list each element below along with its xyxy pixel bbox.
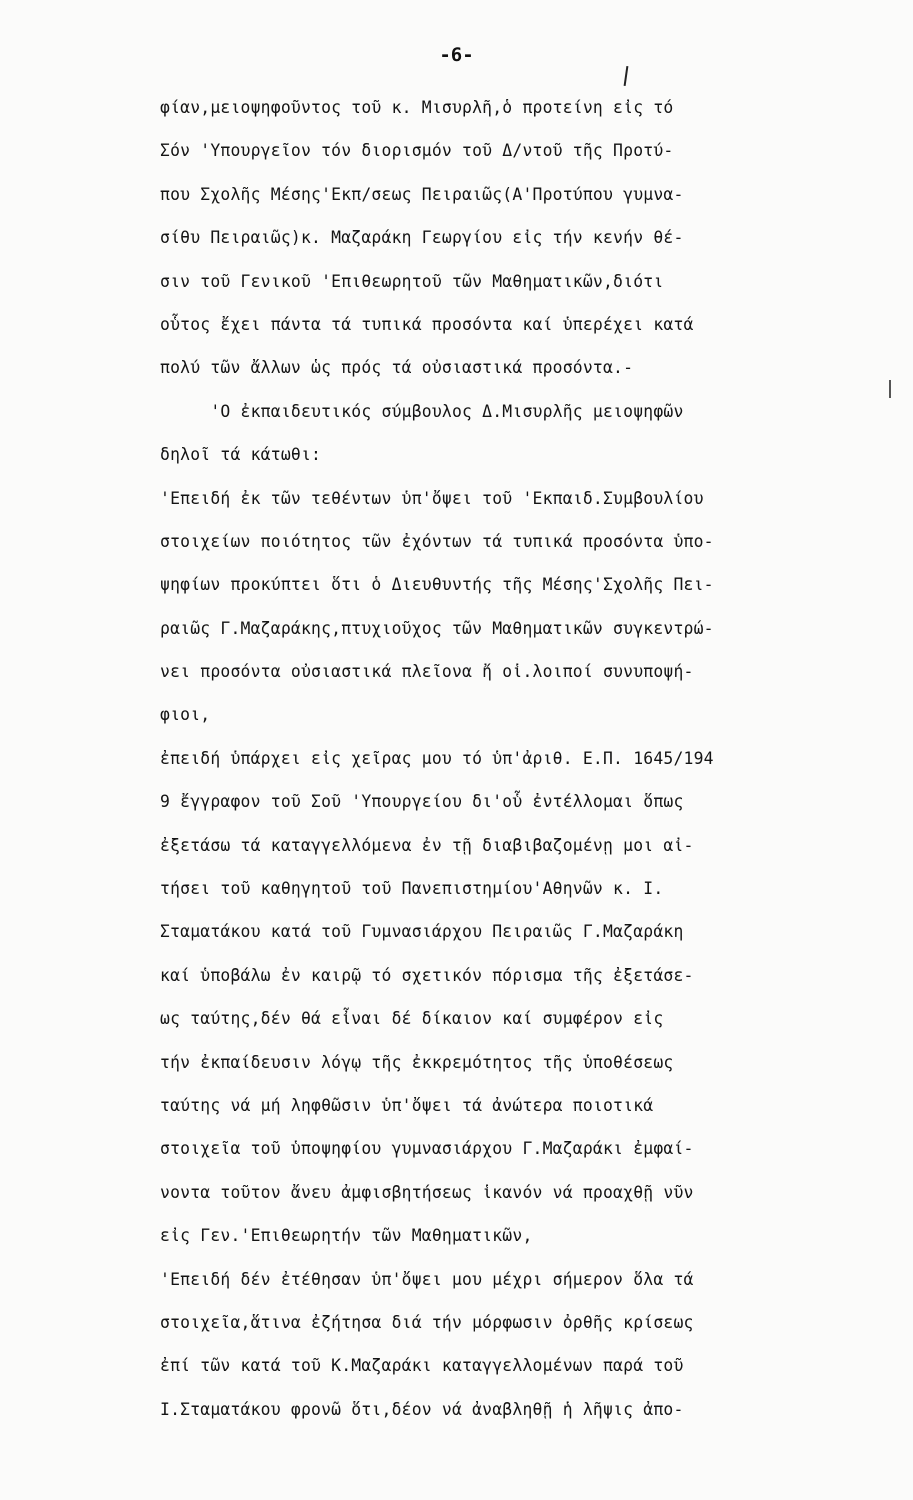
text-line: τήσει τοῦ καθηγητοῦ τοῦ Πανεπιστημίου'Αθηνῶν κ. Ι. bbox=[160, 879, 664, 899]
text-line: 'Επειδή δέν ἐτέθησαν ὑπ'ὄψει μου μέχρι σήμερον ὅλα τά bbox=[160, 1269, 694, 1289]
text-line: ταύτης νά μή ληφθῶσιν ὑπ'ὄψει τά ἀνώτερα ποιοτικά bbox=[160, 1095, 654, 1115]
text-line: καί ὑποβάλω ἐν καιρῷ τό σχετικόν πόρισμα τῆς ἐξετάσε- bbox=[160, 965, 694, 985]
text-line: δηλοῖ τά κάτωθι: bbox=[160, 445, 322, 465]
typewritten-body bbox=[160, 86, 900, 1431]
text-line: σιν τοῦ Γενικοῦ 'Επιθεωρητοῦ τῶν Μαθηματικῶν,διότι bbox=[160, 271, 664, 291]
text-line: σίθυ Πειραιῶς)κ. Μαζαράκη Γεωργίου εἰς τήν κενήν θέ- bbox=[160, 228, 684, 248]
text-line: Ι.Σταματάκου φρονῶ ὅτι,δέον νά ἀναβληθῇ ἡ λῆψις ἀπο- bbox=[160, 1399, 684, 1419]
text-line: ψηφίων προκύπτει ὅτι ὁ Διευθυντής τῆς Μέσης'Σχολῆς Πει- bbox=[160, 575, 714, 595]
text-line: 'Ο ἐκπαιδευτικός σύμβουλος Δ.Μισυρλῆς μειοψηφῶν bbox=[160, 401, 684, 421]
text-line: στοιχεῖα τοῦ ὑποψηφίου γυμνασιάρχου Γ.Μαζαράκι ἐμφαί- bbox=[160, 1139, 694, 1159]
text-line: φίαν,μειοψηφοῦντος τοῦ κ. Μισυρλῆ,ὁ προτείνη εἰς τό bbox=[160, 98, 674, 117]
text-line: φιοι, bbox=[160, 705, 211, 725]
text-line: τήν ἐκπαίδευσιν λόγῳ τῆς ἐκκρεμότητος τῆς ὑποθέσεως bbox=[160, 1052, 674, 1072]
text-line: οὗτος ἔχει πάντα τά τυπικά προσόντα καί ὑπερέχει κατά bbox=[160, 314, 694, 334]
handwritten-mark bbox=[624, 66, 629, 86]
text-line: νοντα τοῦτον ἄνευ ἀμφισβητήσεως ἱκανόν νά προαχθῇ νῦν bbox=[160, 1182, 694, 1202]
text-line: στοιχεῖα,ἅτινα ἐζήτησα διά τήν μόρφωσιν ὀρθῆς κρίσεως bbox=[160, 1312, 694, 1332]
text-line: ἐξετάσω τά καταγγελλόμενα ἐν τῇ διαβιβαζομένῃ μοι αἰ- bbox=[160, 835, 694, 855]
text-line: ἐπειδή ὑπάρχει εἰς χεῖρας μου τό ὑπ'ἀριθ. Ε.Π. 1645/194 bbox=[160, 748, 714, 768]
text-line: ἐπί τῶν κατά τοῦ Κ.Μαζαράκι καταγγελλομένων παρά τοῦ bbox=[160, 1356, 684, 1376]
text-line: ως ταύτης,δέν θά εἶναι δέ δίκαιον καί συμφέρον εἰς bbox=[160, 1009, 664, 1029]
text-line: στοιχείων ποιότητος τῶν ἐχόντων τά τυπικά προσόντα ὑπο- bbox=[160, 531, 714, 551]
text-line: 'Επειδή ἐκ τῶν τεθέντων ὑπ'ὄψει τοῦ 'Εκπαιδ.Συμβουλίου bbox=[160, 488, 704, 508]
text-line: πολύ τῶν ἄλλων ὡς πρός τά οὐσιαστικά προσόντα.- bbox=[160, 358, 634, 378]
text-line: που Σχολῆς Μέσης'Εκπ/σεως Πειραιῶς(Α'Προτύπου γυμνα- bbox=[160, 184, 684, 204]
text-line: εἰς Γεν.'Επιθεωρητήν τῶν Μαθηματικῶν, bbox=[160, 1226, 533, 1246]
text-line: Σόν 'Υπουργεῖον τόν διορισμόν τοῦ Δ/ντοῦ τῆς Προτύ- bbox=[160, 141, 674, 161]
page-number: -6- bbox=[439, 44, 474, 66]
text-line: 9 ἔγγραφον τοῦ Σοῦ 'Υπουργείου δι'οὗ ἐντέλλομαι ὅπως bbox=[160, 792, 684, 812]
text-line: Σταματάκου κατά τοῦ Γυμνασιάρχου Πειραιῶς Γ.Μαζαράκη bbox=[160, 922, 684, 942]
text-line: νει προσόντα οὐσιαστικά πλεῖονα ἤ οἱ.λοιποί συνυποψή- bbox=[160, 662, 694, 682]
text-line: ραιῶς Γ.Μαζαράκης,πτυχιοῦχος τῶν Μαθηματικῶν συγκεντρώ- bbox=[160, 618, 714, 638]
